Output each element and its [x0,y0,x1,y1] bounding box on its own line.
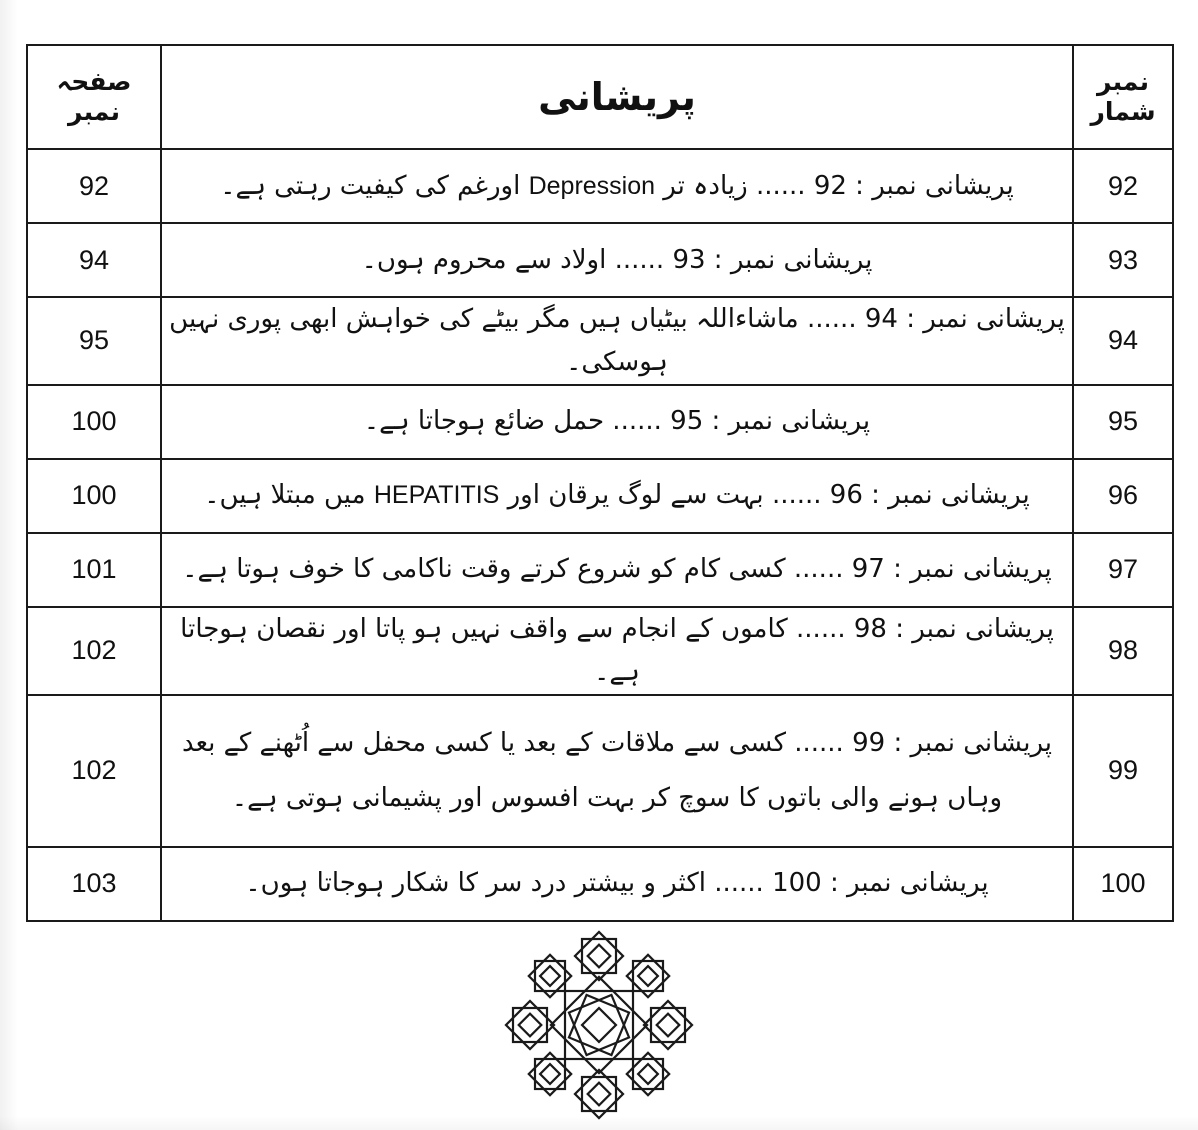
row-text-before: پریشانی نمبر : 96 ...... بہت سے لوگ یرقان اور [499,480,1030,511]
table-row [27,533,1173,607]
table-header-row [27,45,1173,149]
row-serial-number: 92 [1073,149,1173,223]
row-page-number: 100 [27,385,161,459]
row-text-before: پریشانی نمبر : 94 ...... ماشاءاللہ بیٹیاں ہیں مگر بیٹے کی خواہش ابھی پوری نہیں ہوسکی۔ [169,304,1065,377]
row-serial-number: 94 [1073,297,1173,385]
row-page-number: 94 [27,223,161,297]
table-row [27,695,1173,847]
header-page-number-line2: نمبر [68,97,120,126]
header-serial-line2: شمار [1090,97,1156,126]
row-text-after: میں مبتلا ہیں۔ [204,480,374,511]
row-text-after: اورغم کی کیفیت رہتی ہے۔ [220,170,529,201]
table-row [27,223,1173,297]
row-serial-number: 97 [1073,533,1173,607]
table-row [27,149,1173,223]
row-text-before: پریشانی نمبر : 95 ...... حمل ضائع ہوجاتا ہے۔ [363,406,871,437]
row-serial-number: 95 [1073,385,1173,459]
row-text-before: پریشانی نمبر : 92 ...... زیادہ تر [655,170,1014,201]
row-text-before: پریشانی نمبر : 97 ...... کسی کام کو شروع کرتے وقت ناکامی کا خوف ہوتا ہے۔ [182,554,1052,585]
row-text-latin: Depression [528,171,656,200]
table-row [27,847,1173,921]
row-text [161,297,1073,385]
table-row [27,607,1173,695]
row-text [161,607,1073,695]
row-serial-number: 96 [1073,459,1173,533]
table-row [27,459,1173,533]
row-text-latin: HEPATITIS [373,481,500,510]
row-serial-number: 93 [1073,223,1173,297]
row-text [161,459,1073,533]
row-text-before: پریشانی نمبر : 100 ...... اکثر و بیشتر درد سر کا شکار ہوجاتا ہوں۔ [245,868,989,899]
row-serial-number: 98 [1073,607,1173,695]
row-serial-number: 99 [1073,695,1173,847]
header-serial-number [1073,45,1173,149]
row-page-number: 102 [27,695,161,847]
row-text-before: پریشانی نمبر : 93 ...... اولاد سے محروم ہوں۔ [361,244,873,275]
row-text-before: پریشانی نمبر : 98 ...... کاموں کے انجام سے واقف نہیں ہو پاتا اور نقصان ہوجاتا ہے۔ [180,613,1054,687]
header-page-number-line1: صفحہ [56,66,132,96]
row-page-number: 100 [27,459,161,533]
header-page-number [27,45,161,149]
row-text [161,695,1073,847]
index-table [26,44,1174,922]
page-edge-shadow-left [0,0,18,1130]
row-text [161,149,1073,223]
header-title: پریشانی [161,45,1073,149]
row-text [161,223,1073,297]
row-page-number: 101 [27,533,161,607]
row-page-number: 92 [27,149,161,223]
row-page-number: 102 [27,607,161,695]
table-row [27,385,1173,459]
row-page-number: 103 [27,847,161,921]
row-text [161,533,1073,607]
table-row [27,297,1173,385]
row-text [161,385,1073,459]
row-page-number: 95 [27,297,161,385]
row-text [161,847,1073,921]
row-serial-number: 100 [1073,847,1173,921]
geometric-star-ornament [499,930,699,1120]
row-text-before: پریشانی نمبر : 99 ...... کسی سے ملاقات کے بعد یا کسی محفل سے اُٹھنے کے بعد وہاں ہونے والی باتوں کا سوچ کر بہت افسوس اور پشیمانی ہوتی ہے۔ [181,727,1053,813]
header-serial-line1: نمبر [1097,66,1149,96]
